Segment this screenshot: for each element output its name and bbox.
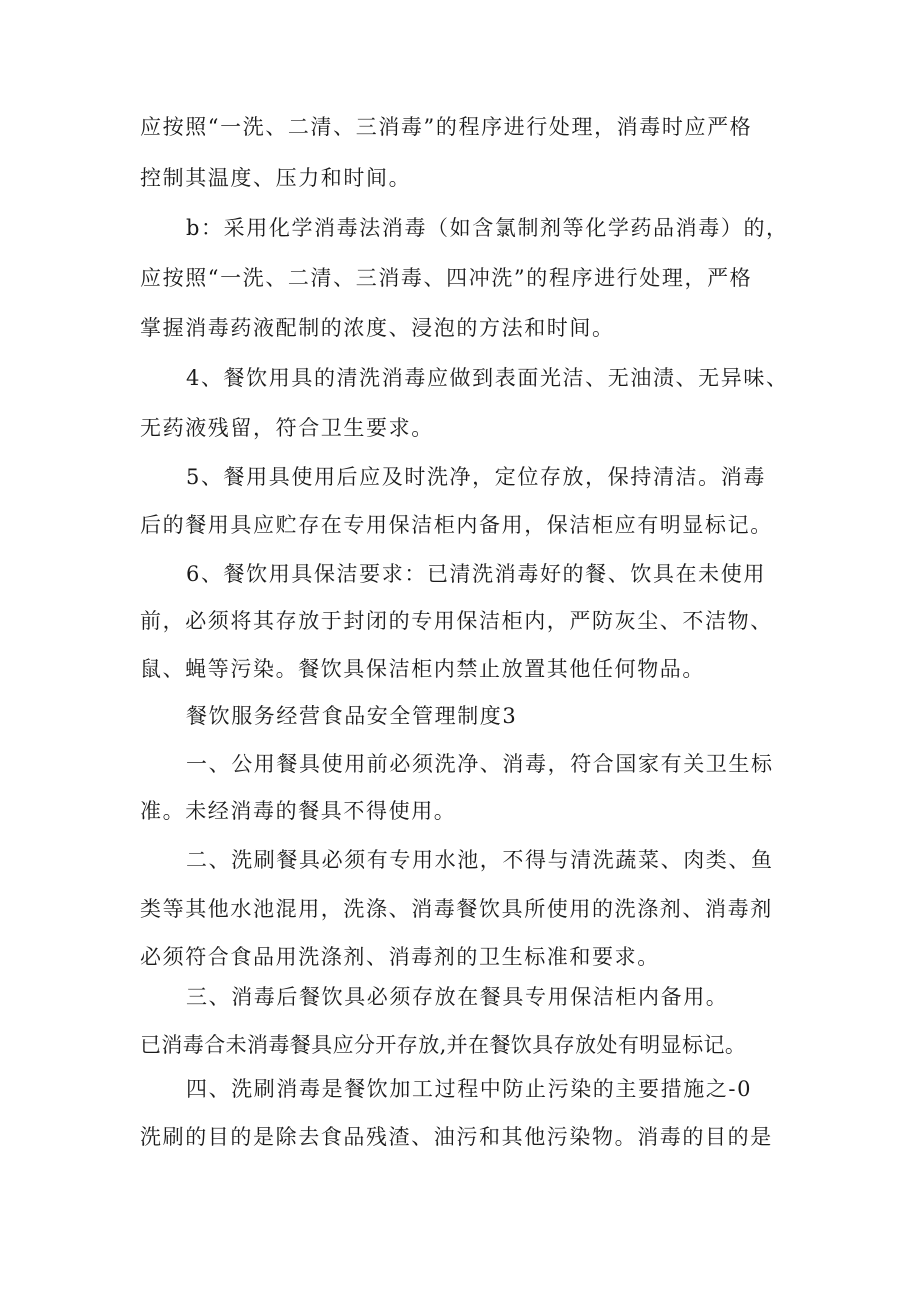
text-line: 掌握消毒药液配制的浓度、浸泡的方法和时间。: [140, 316, 615, 340]
text-line: 洗刷的目的是除去食品残渣、油污和其他污染物。消毒的目的是: [140, 1125, 773, 1149]
text-line: 必须符合食品用洗涤剂、消毒剂的卫生标准和要求。: [140, 945, 660, 969]
text-line: 应按照“一洗、二清、三消毒”的程序进行处理，消毒时应严格: [140, 115, 753, 139]
text-line: 后的餐用具应贮存在专用保洁柜内备用，保洁柜应有明显标记。: [140, 513, 773, 537]
text-line: 应按照“一洗、二清、三消毒、四冲洗”的程序进行处理，严格: [140, 266, 753, 290]
text-line: 已消毒合未消毒餐具应分开存放,并在餐饮具存放处有明显标记。: [140, 1033, 747, 1057]
text-line: 控制其温度、压力和时间。: [140, 166, 412, 190]
text-line: 6、餐饮用具保洁要求：已清洗消毒好的餐、饮具在未使用: [186, 562, 766, 586]
text-line: 4、餐饮用具的清洗消毒应做到表面光洁、无油渍、无异味、: [186, 366, 789, 390]
text-line: 四、洗刷消毒是餐饮加工过程中防止污染的主要措施之-0: [186, 1077, 753, 1101]
text-line: 前，必须将其存放于封闭的专用保洁柜内，严防灰尘、不洁物、: [140, 609, 773, 633]
text-line: 5、餐用具使用后应及时洗净，定位存放，保持清洁。消毒: [186, 465, 766, 489]
section-title: 餐饮服务经营食品安全管理制度3: [186, 704, 518, 728]
text-line: 鼠、蝇等污染。餐饮具保洁柜内禁止放置其他任何物品。: [140, 657, 705, 681]
text-line: 三、消毒后餐饮具必须存放在餐具专用保洁柜内备用。: [186, 985, 729, 1009]
text-line: 二、洗刷餐具必须有专用水池，不得与清洗蔬菜、肉类、鱼: [186, 848, 774, 872]
text-line: 一、公用餐具使用前必须洗净、消毒，符合国家有关卫生标: [186, 752, 774, 776]
text-line: 类等其他水池混用，洗涤、消毒餐饮具所使用的洗涤剂、消毒剂: [140, 897, 773, 921]
text-line: b：采用化学消毒法消毒（如含氯制剂等化学药品消毒）的，: [186, 216, 789, 240]
text-line: 无药液残留，符合卫生要求。: [140, 416, 434, 440]
text-line: 准。未经消毒的餐具不得使用。: [140, 799, 457, 823]
